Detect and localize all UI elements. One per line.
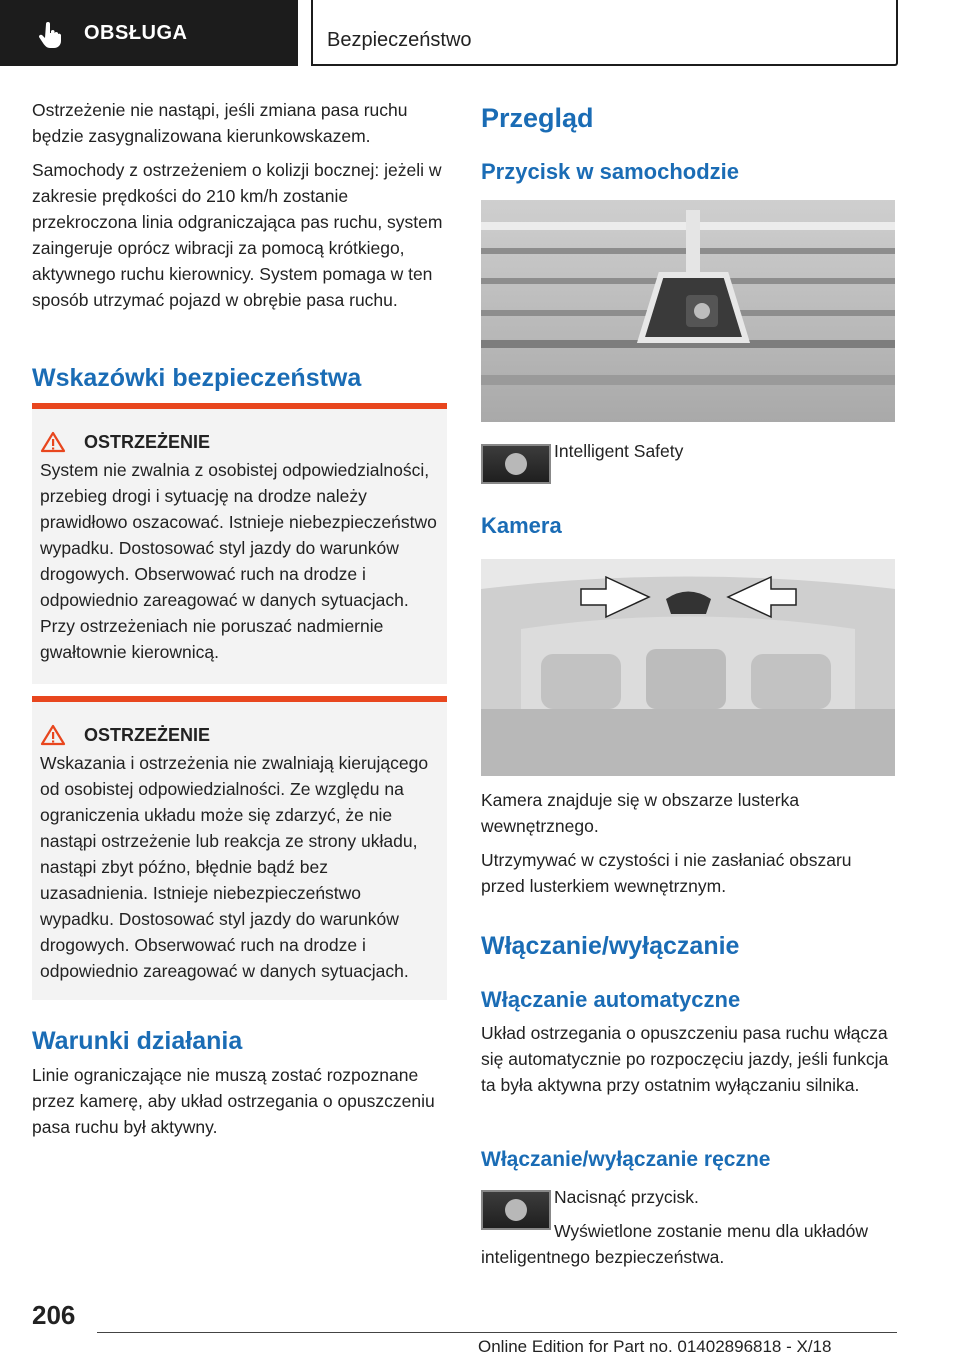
manual-step — [554, 1184, 894, 1218]
paragraph: Wyświetlone zostanie menu dla układów inteligentnego bezpieczeństwa. — [481, 1221, 869, 1267]
dashboard-button-photo — [481, 200, 895, 422]
section-heading: Przegląd — [481, 103, 594, 133]
subsection-heading: Włączanie/wyłączanie ręczne — [481, 1148, 771, 1171]
paragraph: Ostrzeżenie nie nastąpi, jeśli zmiana pasa ruchu będzie zasygnalizowana kierunkowskazem. — [32, 100, 408, 146]
subsection-heading: Przycisk w samochodzie — [481, 159, 739, 184]
paragraph: Linie ograniczające nie muszą zostać rozpoznane przez kamerę, aby układ ostrzegania o opuszczeniu pasa ruchu był aktywny. — [32, 1065, 435, 1137]
camera-location-photo — [481, 559, 895, 776]
warning-box — [32, 403, 447, 684]
subsection-heading: Kamera — [481, 513, 562, 538]
warning-text: System nie zwalnia z osobistej odpowiedzialności, przebieg drogi i sytuację na drodze należy prawidłowo oszacować. Istnieje niebezpieczeństwo wypadku. Dostosować styl jazdy do warunków drogowych. Obserwować ruch na drodze i odpowiednio zareagować w danych sytuacjach. Przy ostrzeżeniach nie poruszać nadmiernie gwałtownie kierownicą. — [40, 460, 437, 662]
warning-box — [32, 696, 447, 1000]
warning-title: OSTRZEŻENIE — [40, 429, 437, 455]
section-tab — [0, 0, 298, 66]
auto-text — [481, 1020, 899, 1106]
paragraph: Utrzymywać w czystości i nie zasłaniać obszaru przed lusterkiem wewnętrznym. — [481, 850, 852, 896]
section-heading: Włączanie/wyłączanie — [481, 932, 740, 960]
section-heading: Wskazówki bezpieczeństwa — [32, 364, 362, 392]
left-column-bottom — [32, 1062, 450, 1148]
page-number: 206 — [32, 1300, 76, 1330]
intelligent-safety-button-icon — [481, 444, 551, 484]
section-heading: Warunki działania — [32, 1027, 243, 1055]
chapter-header — [311, 0, 898, 66]
paragraph: Nacisnąć przycisk. — [554, 1187, 699, 1207]
manual-result — [481, 1218, 899, 1278]
left-column-top — [32, 97, 450, 321]
warning-triangle-icon — [40, 724, 66, 746]
subsection-heading: Włączanie automatyczne — [481, 987, 741, 1012]
paragraph: Samochody z ostrzeżeniem o kolizji bocznej: jeżeli w zakresie prędkości do 210 km/h zostanie przekroczona linia odgraniczająca pas ruchu, system zaingeruje oprócz wibracji za pomocą krótkiego, aktywnego ruchu kierownicy. System pomaga w ten sposób utrzymać pojazd w obrębie pasa ruchu. — [32, 160, 443, 310]
warning-title: OSTRZEŻENIE — [40, 722, 437, 748]
paragraph: Układ ostrzegania o opuszczeniu pasa ruchu włącza się automatycznie po rozpoczęciu jazdy, jeśli funkcja ta była aktywna przy ostatnim wyłączaniu silnika. — [481, 1023, 889, 1095]
button-caption: Intelligent Safety — [554, 441, 684, 461]
warning-triangle-icon — [40, 431, 66, 453]
footer-divider — [97, 1332, 897, 1333]
paragraph: Kamera znajduje się w obszarze lusterka wewnętrznego. — [481, 790, 800, 836]
camera-text — [481, 787, 897, 907]
chapter-title: Bezpieczeństwo — [327, 29, 472, 51]
edition-footer: Online Edition for Part no. 01402896818 - X/18 — [478, 1337, 832, 1356]
hand-pointer-icon — [38, 22, 62, 48]
section-tab-label: OBSŁUGA — [84, 22, 188, 44]
warning-text: Wskazania i ostrzeżenia nie zwalniają kierującego od osobistej odpowiedzialności. Ze względu na ograniczenia układu może się zdarzyć, że nie nastąpi ostrzeżenie lub reakcja ze strony układu, nastąpi zbyt późno, błędnie bądź bez uzasadnienia. Istnieje niebezpieczeństwo wypadku. Dostosować styl jazdy do warunków drogowych. Obserwować ruch na drodze i odpowiednio zareagować w danych sytuacjach. — [40, 753, 429, 981]
